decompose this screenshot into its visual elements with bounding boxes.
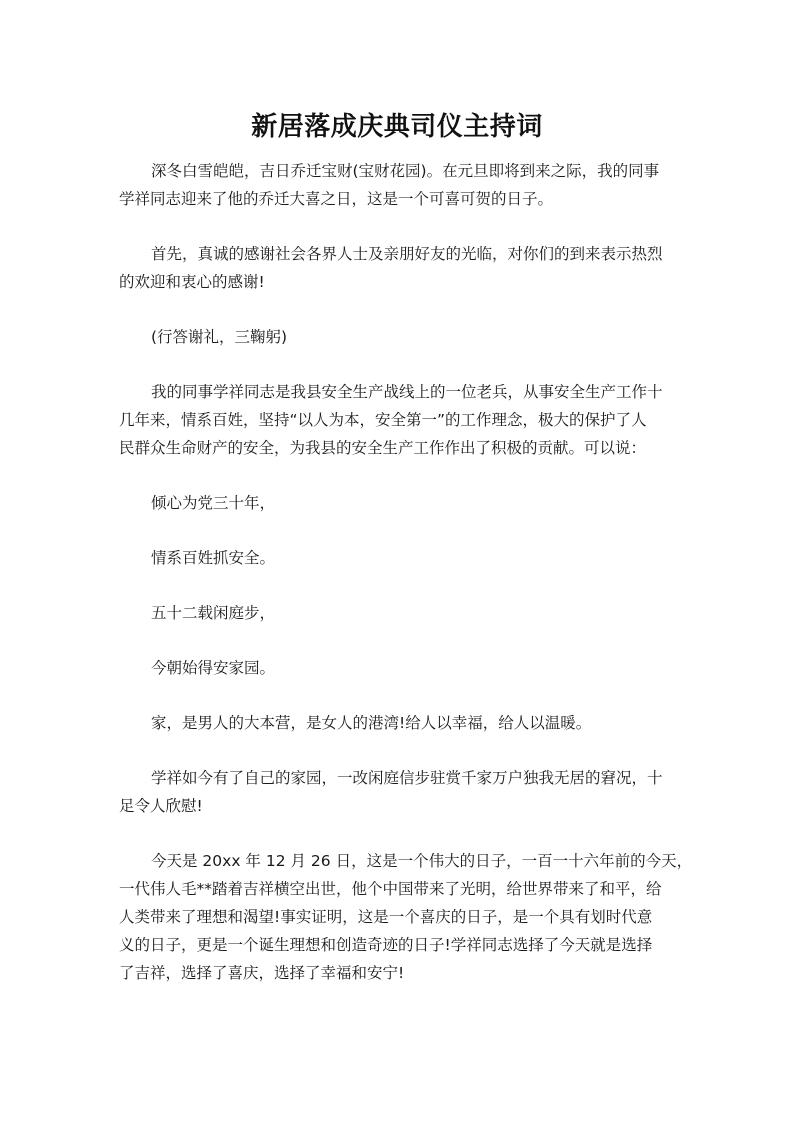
paragraph <box>119 599 679 627</box>
paragraph <box>119 323 679 351</box>
paragraph-line: 人类带来了理想和渴望!事实证明，这是一个喜庆的日子，是一个具有划时代意 <box>119 908 653 926</box>
document-title: 新居落成庆典司仪主持词 <box>251 112 543 142</box>
paragraph-line: 几年来，情系百姓，坚持“以人为本，安全第一”的工作理念，极大的保护了人 <box>119 411 647 429</box>
paragraph-line: 今朝始得安家园。 <box>151 659 276 677</box>
paragraph-line: 学祥如今有了自己的家园，一改闲庭信步驻赏千家万户独我无居的窘况，十 <box>151 769 663 787</box>
document-body <box>119 157 693 1014</box>
paragraph-line: 五十二载闲庭步， <box>151 604 276 622</box>
paragraph-line: 首先，真诚的感谢社会各界人士及亲朋好友的光临，对你们的到来表示热烈 <box>151 245 663 263</box>
paragraph-line: 情系百姓抓安全。 <box>151 549 276 567</box>
paragraph-line: 倾心为党三十年， <box>151 494 276 512</box>
paragraph-line: 深冬白雪皑皑，吉日乔迁宝财(宝财花园)。在元旦即将到来之际，我的同事 <box>151 162 660 180</box>
paragraph-line: 今天是 20xx 年 12 月 26 日，这是一个伟大的日子，一百一十六年前的今天， <box>151 852 693 870</box>
paragraph-line: 民群众生命财产的安全，为我县的安全生产工作作出了积极的贡献。可以说： <box>119 439 647 457</box>
paragraph <box>119 764 679 820</box>
paragraph <box>119 709 679 737</box>
paragraph <box>119 157 679 213</box>
paragraph-line: 了吉祥，选择了喜庆，选择了幸福和安宁! <box>119 964 405 982</box>
paragraph <box>119 654 679 682</box>
paragraph <box>119 489 679 517</box>
paragraph-line: (行答谢礼，三鞠躬) <box>151 328 288 346</box>
paragraph-line: 学祥同志迎来了他的乔迁大喜之日，这是一个可喜可贺的日子。 <box>119 190 554 208</box>
paragraph-line: 的欢迎和衷心的感谢! <box>119 273 265 291</box>
paragraph-line: 义的日子，更是一个诞生理想和创造奇迹的日子!学祥同志选择了今天就是选择 <box>119 936 653 954</box>
paragraph <box>119 544 679 572</box>
paragraph-line: 一代伟人毛**踏着吉祥横空出世，他个中国带来了光明，给世界带来了和平，给 <box>119 880 662 898</box>
paragraph-line: 足令人欣慰! <box>119 797 203 815</box>
paragraph <box>119 240 679 296</box>
paragraph-line: 家，是男人的大本营，是女人的港湾!给人以幸福，给人以温暖。 <box>151 714 592 732</box>
paragraph-line: 我的同事学祥同志是我县安全生产战线上的一位老兵，从事安全生产工作十 <box>151 383 663 401</box>
paragraph <box>119 847 693 987</box>
paragraph <box>119 378 679 462</box>
